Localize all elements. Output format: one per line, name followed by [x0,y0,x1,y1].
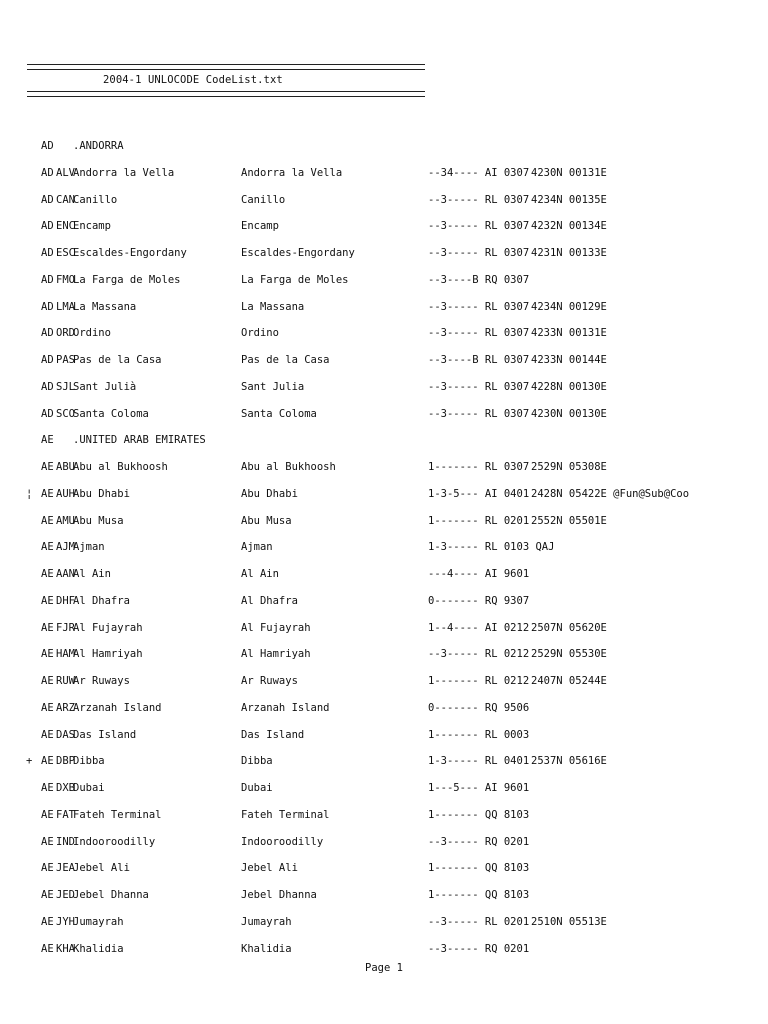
location-code: ALV [56,166,75,179]
location-row [0,219,768,246]
change-marker: ¦ [26,487,33,500]
coordinates: 2552N 05501E [531,514,607,527]
location-name: Abu al Bukhoosh [73,461,168,473]
location-name: Jumayrah [73,915,124,928]
location-code: JEA [56,862,75,875]
location-name: Pas de la Casa [73,354,162,366]
country-code: AE [41,461,54,473]
location-code: ENC [56,220,75,233]
function-status-date: 1-3----- RL 0401 [428,755,530,768]
location-name-ascii: Santa Coloma [241,407,317,420]
coordinates: 2529N 05308E [531,461,607,473]
coordinates: 2407N 05244E [531,675,607,687]
country-code: AE [41,487,54,500]
location-name: Escaldes-Engordany [73,247,187,259]
location-row [0,835,768,862]
function-status-date: 1--4---- AI 0212 [428,621,530,634]
country-header-row [0,433,768,460]
coordinates: 4231N 00133E [531,247,607,259]
location-name-ascii: Escaldes-Engordany [241,247,355,259]
location-name-ascii: Khalidia [241,942,292,955]
function-status-date: 1------- QQ 8103 [428,889,530,901]
function-status-date: --34---- AI 0307 [428,166,530,179]
country-code: AD [41,354,54,366]
location-name-ascii: Al Hamriyah [241,648,311,661]
location-code: AJM [56,541,75,554]
location-name-ascii: Ajman [241,541,273,554]
country-code: AE [41,915,54,928]
country-code: AE [41,942,54,955]
header-rule-bottom [27,91,425,97]
country-code: AD [41,380,54,393]
country-code: AE [41,648,54,661]
function-status-date: --3----- RL 0307 [428,327,530,340]
function-status-date: --3----B RQ 0307 [428,273,530,286]
location-row [0,407,768,434]
location-name: Canillo [73,193,118,206]
location-name-ascii: Ar Ruways [241,675,298,687]
coordinates: 4230N 00131E [531,166,607,179]
location-name: Indooroodilly [73,835,156,848]
coordinates: 2507N 05620E [531,621,607,634]
location-name-ascii: La Massana [241,300,305,313]
location-row [0,273,768,300]
location-name-ascii: Dibba [241,755,273,768]
code-list [0,139,768,968]
location-row [0,728,768,755]
location-name: Abu Musa [73,514,124,527]
location-code: ORD [56,327,75,340]
function-status-date: 1------- QQ 8103 [428,808,530,821]
location-name: Ajman [73,541,105,554]
location-name-ascii: Encamp [241,220,279,233]
location-name: La Farga de Moles [73,273,181,286]
function-status-date: 1-3-5--- AI 0401 [428,487,530,500]
change-marker: + [26,755,33,768]
location-name-ascii: Indooroodilly [241,835,324,848]
location-row [0,353,768,380]
coordinates: 4234N 00129E [531,300,607,313]
location-name-ascii: Abu al Bukhoosh [241,461,336,473]
country-name: .UNITED ARAB EMIRATES [73,434,206,447]
function-status-date: ---4---- AI 9601 [428,568,530,580]
location-name-ascii: Arzanah Island [241,701,330,714]
location-row [0,514,768,541]
location-code: FJR [56,621,75,634]
country-code: AE [41,701,54,714]
coordinates: 4233N 00144E [531,354,607,366]
location-name-ascii: Sant Julia [241,380,305,393]
location-row [0,594,768,621]
country-code: AE [41,434,54,447]
location-name: Andorra la Vella [73,166,175,179]
function-status-date: 0------- RQ 9506 [428,701,530,714]
location-code: PAS [56,354,75,366]
location-name-ascii: Fateh Terminal [241,808,330,821]
location-row [0,647,768,674]
location-name-ascii: Ordino [241,327,279,340]
location-row [0,781,768,808]
function-status-date: 1------- RL 0201 [428,514,530,527]
location-name: Dibba [73,755,105,768]
coordinates: 4228N 00130E [531,380,607,393]
function-status-date: --3----- RL 0307 [428,247,530,259]
country-code: AE [41,862,54,875]
location-row [0,300,768,327]
coordinates: 2510N 05513E [531,915,607,928]
location-name: Al Ain [73,568,111,580]
country-header-row [0,139,768,166]
location-code: AAN [56,568,75,580]
country-code: AD [41,247,54,259]
location-row [0,888,768,915]
location-code: DHF [56,594,75,607]
location-row [0,540,768,567]
location-row [0,380,768,407]
function-status-date: --3----- RL 0307 [428,220,530,233]
country-code: AD [41,140,54,152]
location-row [0,166,768,193]
function-status-date: 1------- RL 0212 [428,675,530,687]
country-code: AE [41,675,54,687]
coordinates: 2428N 05422E @Fun@Sub@Coo [531,487,690,500]
location-name: Jebel Dhanna [73,889,149,901]
country-code: AE [41,541,54,554]
location-code: FAT [56,808,75,821]
location-name: Das Island [73,728,137,741]
country-code: AE [41,514,54,527]
location-name-ascii: Jebel Ali [241,862,298,875]
location-code: DAS [56,728,75,741]
function-status-date: 1------- RL 0003 [428,728,530,741]
country-code: AD [41,193,54,206]
location-name-ascii: Jumayrah [241,915,292,928]
location-name-ascii: Al Ain [241,568,279,580]
function-status-date: --3----- RQ 0201 [428,942,530,955]
location-code: HAM [56,648,75,661]
function-status-date: --3----- RQ 0201 [428,835,530,848]
location-name-ascii: Canillo [241,193,286,206]
country-code: AE [41,835,54,848]
country-code: AD [41,300,54,313]
function-status-date: 1---5--- AI 9601 [428,782,530,794]
country-code: AE [41,889,54,901]
location-code: RUW [56,675,75,687]
location-name: Encamp [73,220,111,233]
location-name: Ar Ruways [73,675,130,687]
location-code: AUH [56,487,75,500]
country-code: AE [41,755,54,768]
location-row [0,754,768,781]
location-row [0,193,768,220]
location-name: La Massana [73,300,137,313]
location-name-ascii: Jebel Dhanna [241,889,317,901]
country-code: AE [41,782,54,794]
location-row [0,487,768,514]
country-code: AD [41,166,54,179]
location-name: Khalidia [73,942,124,955]
country-code: AD [41,327,54,340]
country-code: AE [41,594,54,607]
coordinates: 2529N 05530E [531,648,607,661]
location-name-ascii: La Farga de Moles [241,273,349,286]
function-status-date: 1-3----- RL 0103 QAJ [428,541,555,554]
function-status-date: --3----- RL 0212 [428,648,530,661]
country-code: AD [41,220,54,233]
location-name: Fateh Terminal [73,808,162,821]
location-row [0,326,768,353]
location-code: ESC [56,247,75,259]
function-status-date: 1------- RL 0307 [428,461,530,473]
function-status-date: 1------- QQ 8103 [428,862,530,875]
location-name: Jebel Ali [73,862,130,875]
function-status-date: --3----- RL 0307 [428,380,530,393]
location-name: Arzanah Island [73,701,162,714]
location-row [0,915,768,942]
coordinates: 4233N 00131E [531,327,607,340]
location-code: LMA [56,300,75,313]
function-status-date: --3----B RL 0307 [428,354,530,366]
page-number: Page 1 [365,962,403,974]
location-row [0,674,768,701]
function-status-date: --3----- RL 0307 [428,300,530,313]
location-name-ascii: Abu Dhabi [241,487,298,500]
document-title: 2004-1 UNLOCODE CodeList.txt [103,74,283,86]
coordinates: 4234N 00135E [531,193,607,206]
location-name-ascii: Dubai [241,782,273,794]
location-code: SJL [56,380,75,393]
coordinates: 4230N 00130E [531,407,607,420]
location-code: FMO [56,273,75,286]
location-code: CAN [56,193,75,206]
location-code: ARZ [56,701,75,714]
header-rule-top [27,64,425,70]
country-code: AE [41,621,54,634]
location-code: JED [56,889,75,901]
function-status-date: --3----- RL 0307 [428,407,530,420]
country-code: AD [41,273,54,286]
country-code: AE [41,568,54,580]
location-name-ascii: Das Island [241,728,305,741]
location-row [0,567,768,594]
location-code: IND [56,835,75,848]
country-code: AD [41,407,54,420]
location-name: Ordino [73,327,111,340]
location-code: DBP [56,755,75,768]
location-row [0,701,768,728]
location-name: Al Hamriyah [73,648,143,661]
country-code: AE [41,728,54,741]
function-status-date: --3----- RL 0201 [428,915,530,928]
location-name: Dubai [73,782,105,794]
location-row [0,808,768,835]
location-name-ascii: Abu Musa [241,514,292,527]
location-name: Santa Coloma [73,407,149,420]
location-name-ascii: Pas de la Casa [241,354,330,366]
location-code: KHA [56,942,75,955]
location-name: Al Fujayrah [73,621,143,634]
location-name: Sant Julià [73,380,137,393]
location-name: Abu Dhabi [73,487,130,500]
coordinates: 4232N 00134E [531,220,607,233]
location-name-ascii: Al Fujayrah [241,621,311,634]
location-code: ABU [56,461,75,473]
location-code: AMU [56,514,75,527]
country-name: .ANDORRA [73,140,124,152]
location-row [0,621,768,648]
location-row [0,246,768,273]
location-code: JYH [56,915,75,928]
location-name: Al Dhafra [73,594,130,607]
country-code: AE [41,808,54,821]
location-name-ascii: Andorra la Vella [241,166,343,179]
location-name-ascii: Al Dhafra [241,594,298,607]
location-row [0,460,768,487]
coordinates: 2537N 05616E [531,755,607,768]
location-row [0,861,768,888]
location-code: DXB [56,782,75,794]
location-code: SCO [56,407,75,420]
function-status-date: 0------- RQ 9307 [428,594,530,607]
function-status-date: --3----- RL 0307 [428,193,530,206]
